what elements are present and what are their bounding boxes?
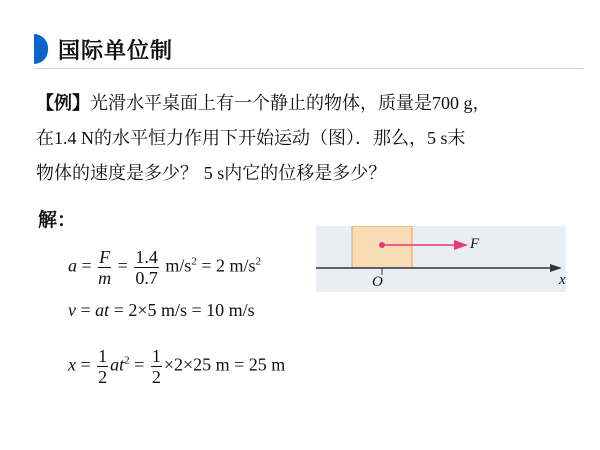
eq1-exp-2: 2 — [255, 255, 261, 268]
eq2-at: at — [95, 300, 110, 320]
motion-diagram — [316, 226, 566, 292]
eq2-equals: = — [76, 300, 96, 320]
solution-label: 解： — [38, 209, 77, 231]
eq1-unit: m/s — [165, 255, 192, 276]
time-value-2: 5 s — [203, 163, 225, 183]
fraction-f-over-m — [98, 247, 111, 288]
problem-line-2 — [36, 121, 586, 156]
fraction-half-2 — [151, 346, 162, 387]
mass-value: 700 g — [432, 93, 473, 113]
eq1-frac2-den: 0.7 — [135, 268, 158, 288]
eq3-frac2-den: 2 — [151, 367, 161, 387]
eq3-result: ×2×25 m = 25 m — [163, 354, 286, 375]
example-tag: 【例】 — [36, 93, 90, 114]
title-text: 国际单位制 — [58, 38, 174, 64]
eq1-exp-1: 2 — [191, 255, 197, 268]
eq1-lhs: a — [68, 255, 77, 276]
eq1-frac1-den: m — [98, 268, 112, 288]
eq3-exp: 2 — [124, 354, 130, 367]
problem-text-3b: 内它的位移是多少？ — [224, 163, 387, 184]
force-arrow-icon — [454, 240, 468, 250]
problem-text-3a: 物体的速度是多少？ — [36, 163, 198, 184]
eq2-result: = 2×5 m/s = 10 m/s — [109, 300, 255, 320]
problem-line-3 — [36, 156, 586, 191]
eq2-lhs: v — [68, 300, 76, 320]
eq3-frac1-den: 2 — [98, 367, 108, 387]
eq3-frac2-num: 1 — [151, 346, 161, 366]
problem-text-2c: 末 — [447, 128, 466, 149]
origin-label: O — [372, 274, 383, 290]
slide-title — [34, 34, 173, 64]
equation-velocity — [68, 300, 255, 321]
eq1-frac1-num: F — [99, 247, 111, 267]
title-divider — [34, 68, 584, 69]
time-value-1: 5 s — [427, 128, 448, 148]
problem-text-2b: 的水平恒力作用下开始运动（图）．那么， — [94, 128, 427, 149]
problem-text — [36, 86, 586, 191]
eq1-result: = 2 m/s — [196, 255, 256, 276]
title-accent-mark — [34, 34, 48, 64]
axis-label: x — [559, 272, 566, 288]
x-axis-arrow-icon — [550, 264, 562, 272]
equation-acceleration: a = $\frac{F}{m}$ = $\frac{1.4}{0.7}$ $m/s^2 = 2$ $m/s^2$ — [68, 247, 261, 288]
eq3-at: at — [110, 354, 125, 375]
problem-text-1b: ， — [472, 93, 491, 114]
equation-displacement: x = $\frac{1}{2}$ $at^2$ = $\frac{1}{2}$ ×2×25 m = 25 m — [68, 346, 286, 387]
eq1-frac2-num: 1.4 — [135, 247, 158, 267]
force-value: 1.4 N — [54, 128, 94, 148]
fraction-half-1 — [97, 346, 108, 387]
problem-text-2a: 在 — [36, 128, 54, 149]
eq3-frac1-num: 1 — [98, 346, 108, 366]
fraction-values — [134, 247, 159, 288]
problem-line-1 — [36, 86, 586, 121]
eq3-lhs: x — [68, 354, 76, 375]
force-label: F — [470, 236, 480, 252]
problem-text-1a: 光滑水平桌面上有一个静止的物体，质量是 — [90, 93, 432, 114]
